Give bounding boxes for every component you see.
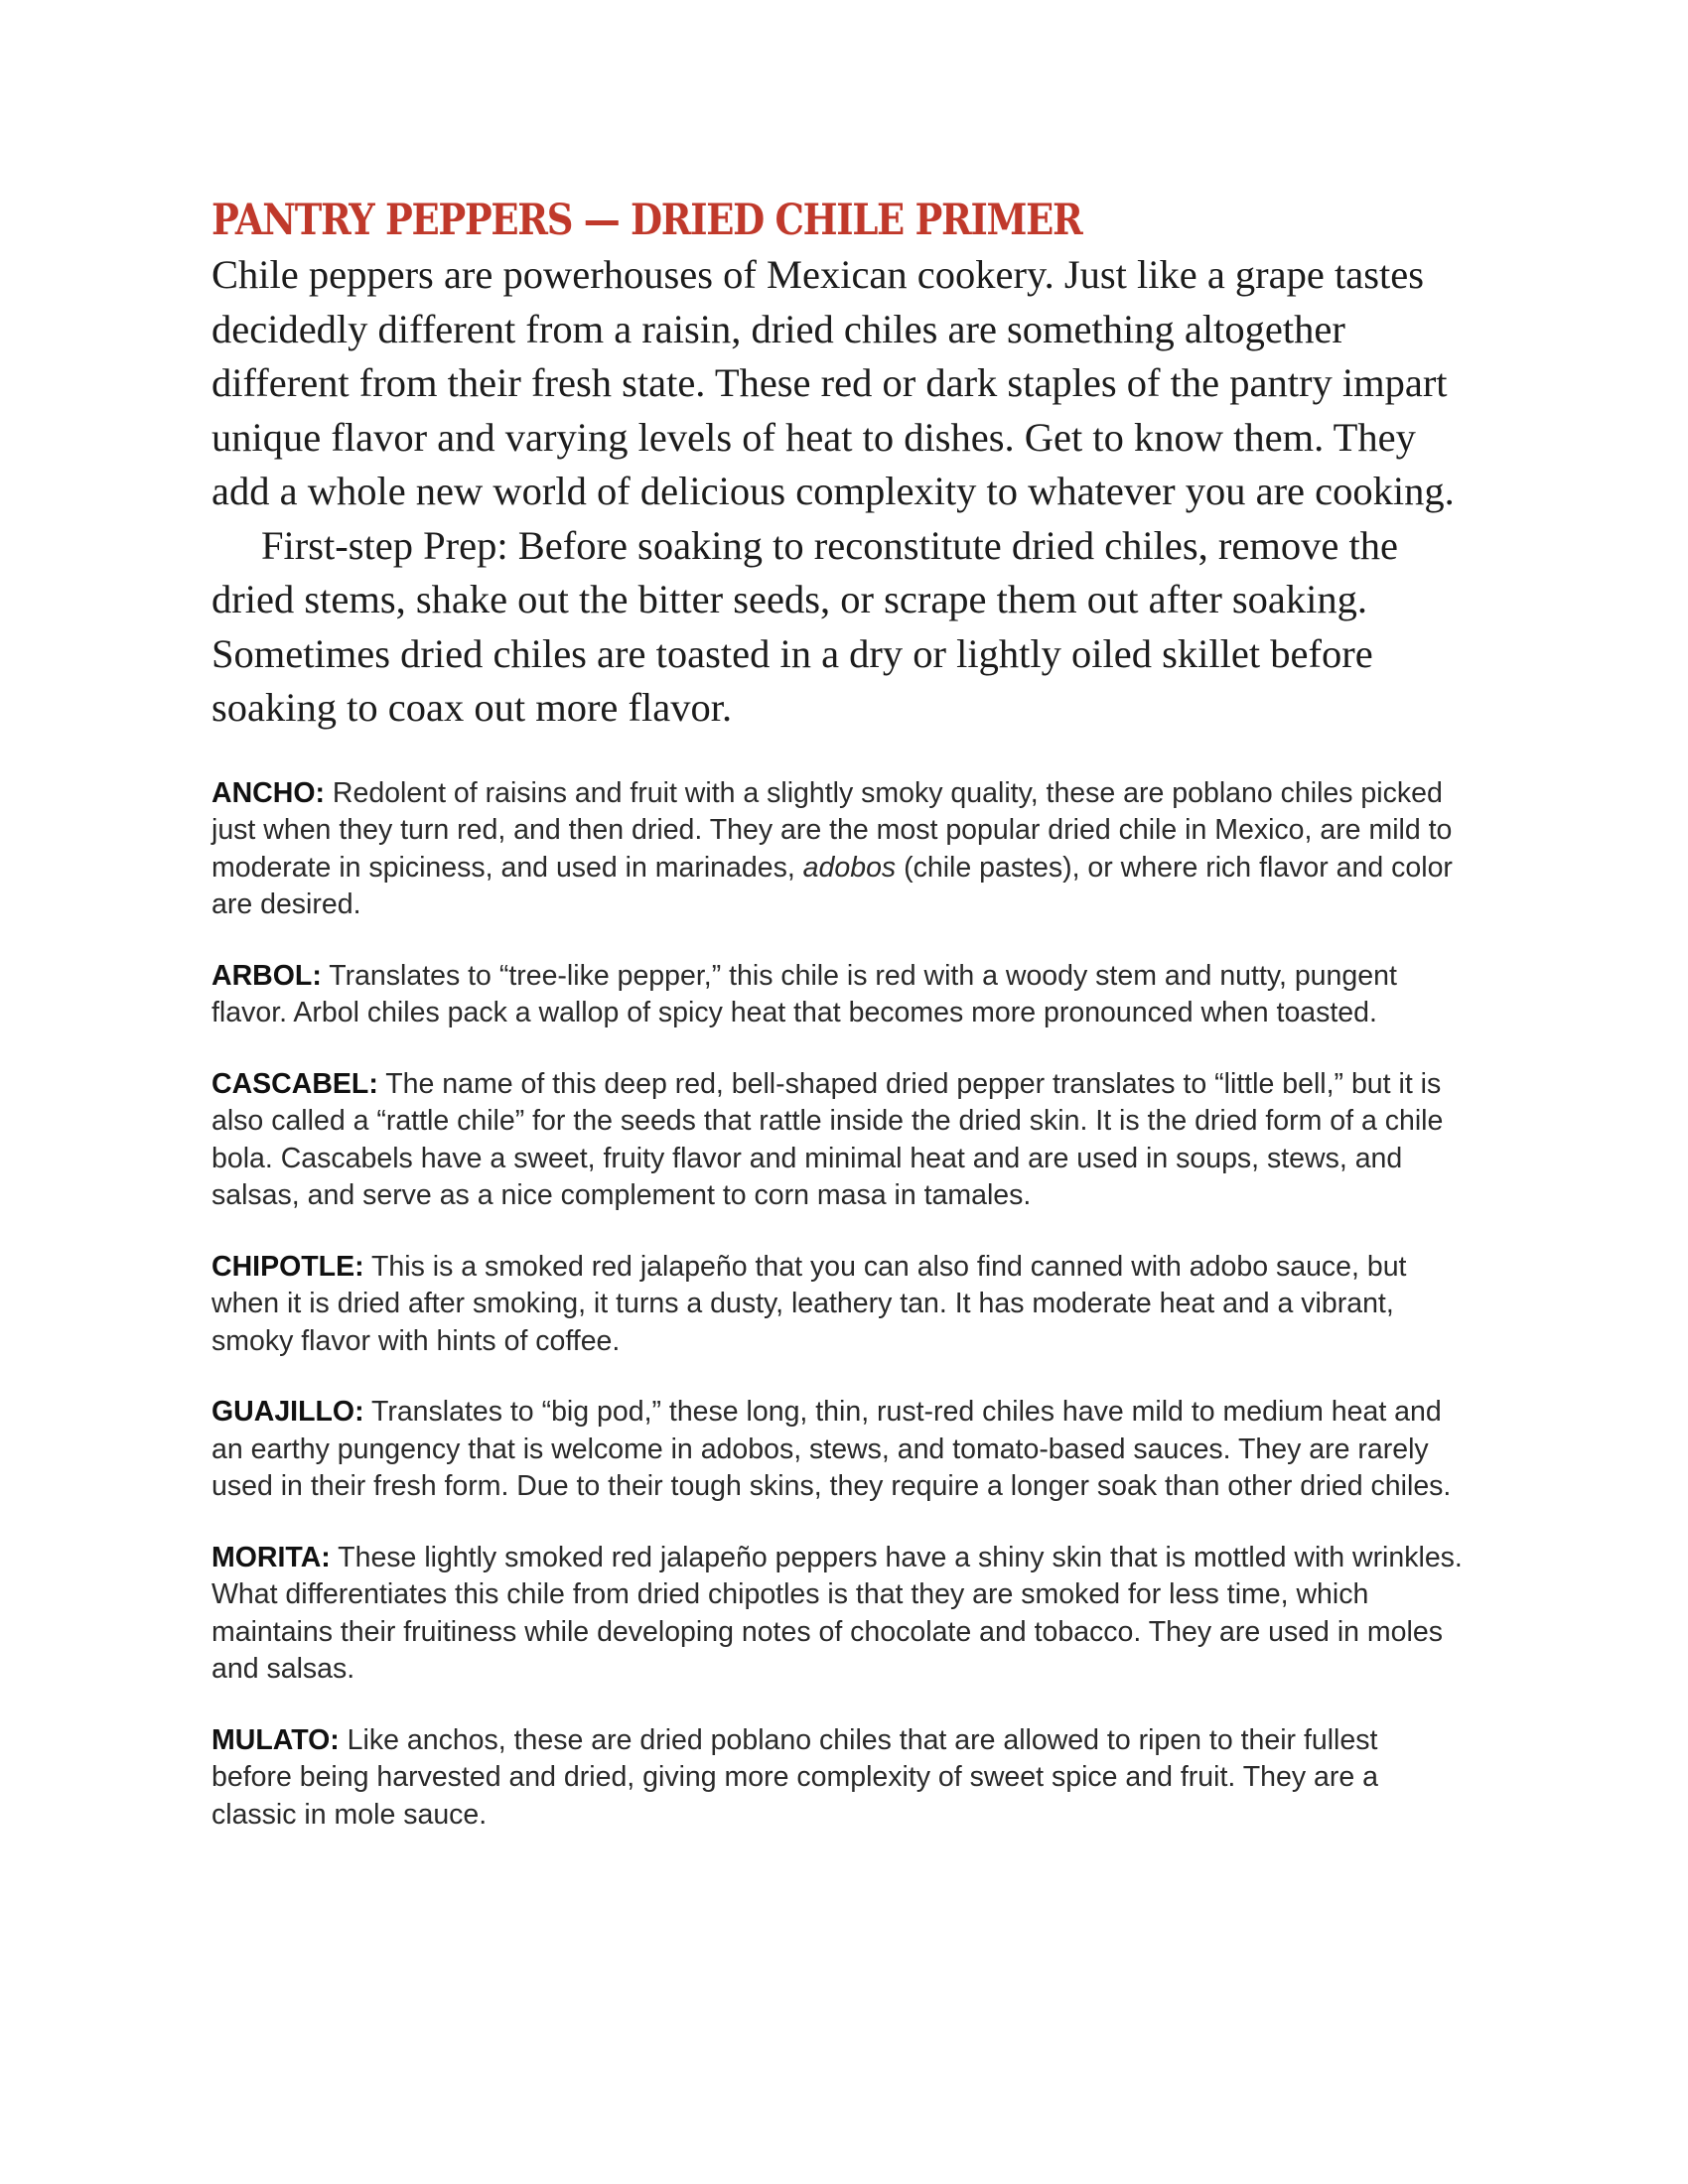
intro-paragraph: Chile peppers are powerhouses of Mexican cookery. Just like a grape tastes decidedly different from a raisin, dried chiles are something altogether different from their fresh state. These red or dark staples of the pantry impart unique flavor and varying levels of heat to dishes. Get to know them. They add a whole new world of delicious complexity to whatever you are cooking. [211, 252, 1455, 513]
chile-description: Translates to “big pod,” these long, thin, rust-red chiles have mild to medium heat and an earthy pungency that is welcome in adobos, stews, and tomato-based sauces. They are rarely used in their fresh form. Due to their tough skins, they require a longer soak than other dried chiles. [211, 1396, 1452, 1502]
chile-name: MORITA: [211, 1541, 331, 1573]
chile-entry-mulato [211, 1722, 1465, 1835]
chile-name: ANCHO: [211, 776, 325, 809]
chile-entry-chipotle [211, 1249, 1465, 1361]
chile-name: CHIPOTLE: [211, 1250, 364, 1283]
chile-entry-guajillo [211, 1394, 1465, 1506]
prep-paragraph: First-step Prep: Before soaking to reconstitute dried chiles, remove the dried stems, shake out the bitter seeds, or scrape them out after soaking. Sometimes dried chiles are toasted in a dry or lightly oiled skillet before soaking to coax out more flavor. [211, 522, 1398, 730]
chile-description: These lightly smoked red jalapeño peppers have a shiny skin that is mottled with wrinkles. What differentiates this chile from dried chipotles is that they are smoked for less time, which maintains their fruitiness while developing notes of chocolate and tobacco. They are used in moles and salsas. [211, 1541, 1463, 1685]
chile-description: This is a smoked red jalapeño that you can also find canned with adobo sauce, but when it is dried after smoking, it turns a dusty, leathery tan. It has moderate heat and a vibrant, smoky flavor with hints of coffee. [211, 1250, 1407, 1357]
chile-description-end: (chile pastes), or where rich flavor and color are desired. [211, 851, 1453, 920]
chile-entry-arbol [211, 958, 1465, 1032]
chile-list [211, 775, 1465, 1835]
chile-name: GUAJILLO: [211, 1396, 364, 1428]
chile-name: MULATO: [211, 1723, 340, 1756]
chile-description: Translates to “tree-like pepper,” this chile is red with a woody stem and nutty, pungent flavor. Arbol chiles pack a wallop of spicy heat that becomes more pronounced when toasted. [211, 959, 1397, 1028]
chile-name: CASCABEL: [211, 1067, 378, 1100]
chile-description: Like anchos, these are dried poblano chiles that are allowed to ripen to their fullest before being harvested and dried, giving more complexity of sweet spice and fruit. They are a classic in mole sauce. [211, 1723, 1378, 1831]
chile-description: The name of this deep red, bell-shaped dried pepper translates to “little bell,” but it is also called a “rattle chile” for the seeds that rattle inside the dried skin. It is the dried form of a chile bola. Cascabels have a sweet, fruity flavor and minimal heat and are used in soups, stews, and salsas, and serve as a nice complement to corn masa in tamales. [211, 1067, 1444, 1211]
chile-entry-morita [211, 1540, 1465, 1689]
chile-entry-ancho [211, 775, 1465, 924]
chile-description: Redolent of raisins and fruit with a slightly smoky quality, these are poblano chiles picked just when they turn red, and then dried. They are the most popular dried chile in Mexico, are mild to moderate in spiciness, and used in marinades, [211, 776, 1453, 884]
document-page [211, 195, 1465, 1867]
page-title: PANTRY PEPPERS — DRIED CHILE PRIMER [211, 196, 1082, 245]
chile-description-italic: adobos [802, 851, 897, 884]
chile-entry-cascabel [211, 1066, 1465, 1215]
chile-name: ARBOL: [211, 959, 322, 992]
